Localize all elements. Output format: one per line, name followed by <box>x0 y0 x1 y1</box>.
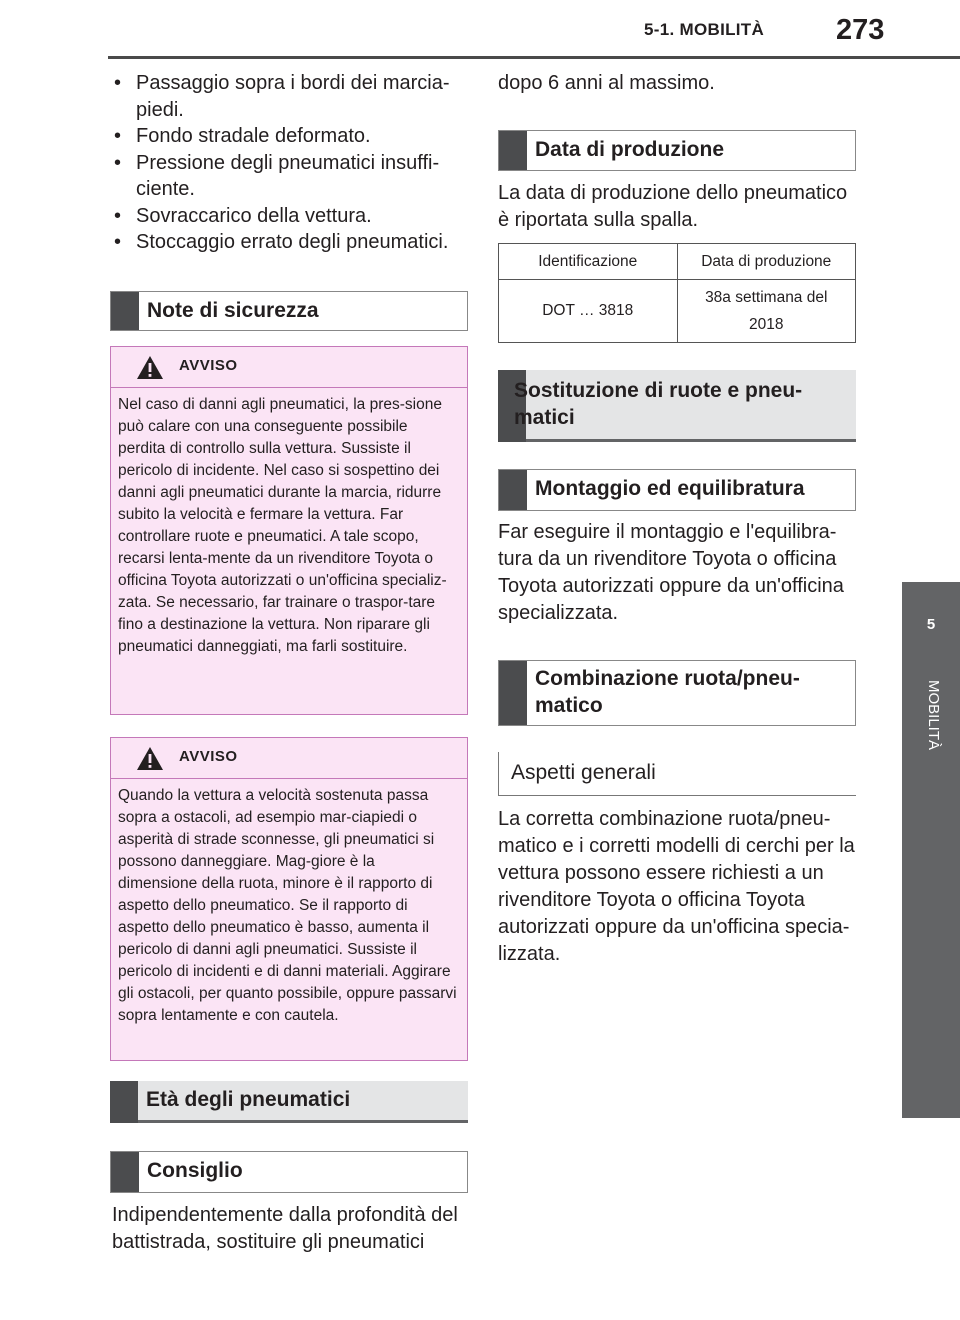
subheading-text: Aspetti generali <box>511 761 656 784</box>
continued-paragraph: dopo 6 anni al massimo. <box>498 72 715 94</box>
heading-bar <box>499 470 527 510</box>
chapter-tab-label[interactable] <box>902 666 960 1118</box>
heading-text: Età degli pneumatici <box>146 1088 351 1111</box>
table-row <box>499 280 856 343</box>
warning-triangle-icon <box>136 355 164 380</box>
list-item: • Pressione degli pneumatici insuffi-ciente. <box>112 150 462 203</box>
warning-header <box>111 738 467 779</box>
combination-paragraph: La corretta combinazione ruota/pneu-matico e i corretti modelli di cerchi per la vettura possono essere richiesti a un rivenditore Toyota o officina Toyota autorizzati oppure da un'officina specia-lizzata. <box>498 808 855 965</box>
heading-tire-age <box>110 1081 468 1123</box>
heading-bar <box>111 1152 139 1192</box>
heading-advice <box>110 1151 468 1193</box>
warning-box <box>110 737 468 1061</box>
list-item: • Sovraccarico della vettura. <box>112 203 462 230</box>
heading-replacement <box>498 370 856 442</box>
subheading-general <box>498 752 856 796</box>
heading-bar <box>110 1081 138 1123</box>
cause-list <box>112 70 462 256</box>
chapter-label: MOBILITÀ <box>925 680 942 751</box>
heading-mounting <box>498 469 856 511</box>
heading-text: Note di sicurezza <box>147 299 319 322</box>
heading-text: Combinazione ruota/pneu-matico <box>535 667 800 717</box>
table-header-row <box>499 244 856 280</box>
advice-paragraph: Indipendentemente dalla profondità del battistrada, sostituire gli pneumatici <box>112 1204 458 1253</box>
table-header-cell: Identificazione <box>499 244 678 280</box>
heading-bar <box>499 661 527 725</box>
section-title: 5-1. MOBILITÀ <box>644 20 765 39</box>
heading-bar <box>499 131 527 170</box>
list-item: • Stoccaggio errato degli pneumatici. <box>112 229 462 256</box>
page-number: 273 <box>836 14 885 46</box>
heading-bar <box>111 292 139 330</box>
warning-triangle-icon <box>136 746 164 771</box>
warning-text: Quando la vettura a velocità sostenuta passa sopra a ostacoli, ad esempio mar-ciapiedi o asperità di strade sconnesse, gli pneumatici si possono danneggiare. Mag-giore è la dimensione della ruota, minore è il rapporto di aspetto dello pneumatico. Se il rapporto di aspetto dello pneumatico è basso, aumenta il pericolo di danni agli pneumatici. Sussiste il pericolo di incidenti e di danni materiali. Aggirare gli ostacoli, per quanto possibile, oppure passarvi sopra lentamente e con cautela. <box>118 787 457 1024</box>
warning-title: AVVISO <box>179 748 238 765</box>
warning-box <box>110 346 468 715</box>
table-header-cell: Data di produzione <box>677 244 856 280</box>
production-date-table <box>498 243 856 343</box>
mounting-paragraph: Far eseguire il montaggio e l'equilibra-tura da un rivenditore Toyota o officina Toyota autorizzati oppure da un'officina specializzata. <box>498 521 844 624</box>
heading-text: Consiglio <box>147 1159 243 1182</box>
list-item: • Fondo stradale deformato. <box>112 123 462 150</box>
production-paragraph: La data di produzione dello pneumatico è riportata sulla spalla. <box>498 182 848 231</box>
heading-text: Sostituzione di ruote e pneu-matici <box>514 379 803 429</box>
heading-safety-notes <box>110 291 468 331</box>
warning-title: AVVISO <box>179 357 238 374</box>
table-cell: 38a settimana del 2018 <box>677 280 856 343</box>
heading-combination <box>498 660 856 726</box>
heading-production-date <box>498 130 856 171</box>
header-rule <box>108 56 960 59</box>
warning-text: Nel caso di danni agli pneumatici, la pres-sione può calare con una conseguente possibile perdita di controllo sulla vettura. Sussiste il pericolo di incidente. Nel caso si sospettino dei danni agli pneumatici durante la marcia, ridurre subito la velocità e fermare la vettura. Far controllare ruote e pneumatici. A tale scopo, recarsi lenta-mente da un rivenditore Toyota o officina Toyota autorizzati o un'officina specializ-zata. Se necessario, far trainare o traspor-tare fino a destinazione la vettura. Non riparare gli pneumatici danneggiati, ma farli sostituire. <box>118 396 447 655</box>
table-cell: DOT … 3818 <box>499 280 678 343</box>
list-item: • Passaggio sopra i bordi dei marcia-piedi. <box>112 70 462 123</box>
chapter-tab-number[interactable] <box>902 582 960 666</box>
heading-text: Montaggio ed equilibratura <box>535 477 805 500</box>
warning-header <box>111 347 467 388</box>
heading-text: Data di produzione <box>535 138 724 161</box>
chapter-number: 5 <box>926 615 936 633</box>
